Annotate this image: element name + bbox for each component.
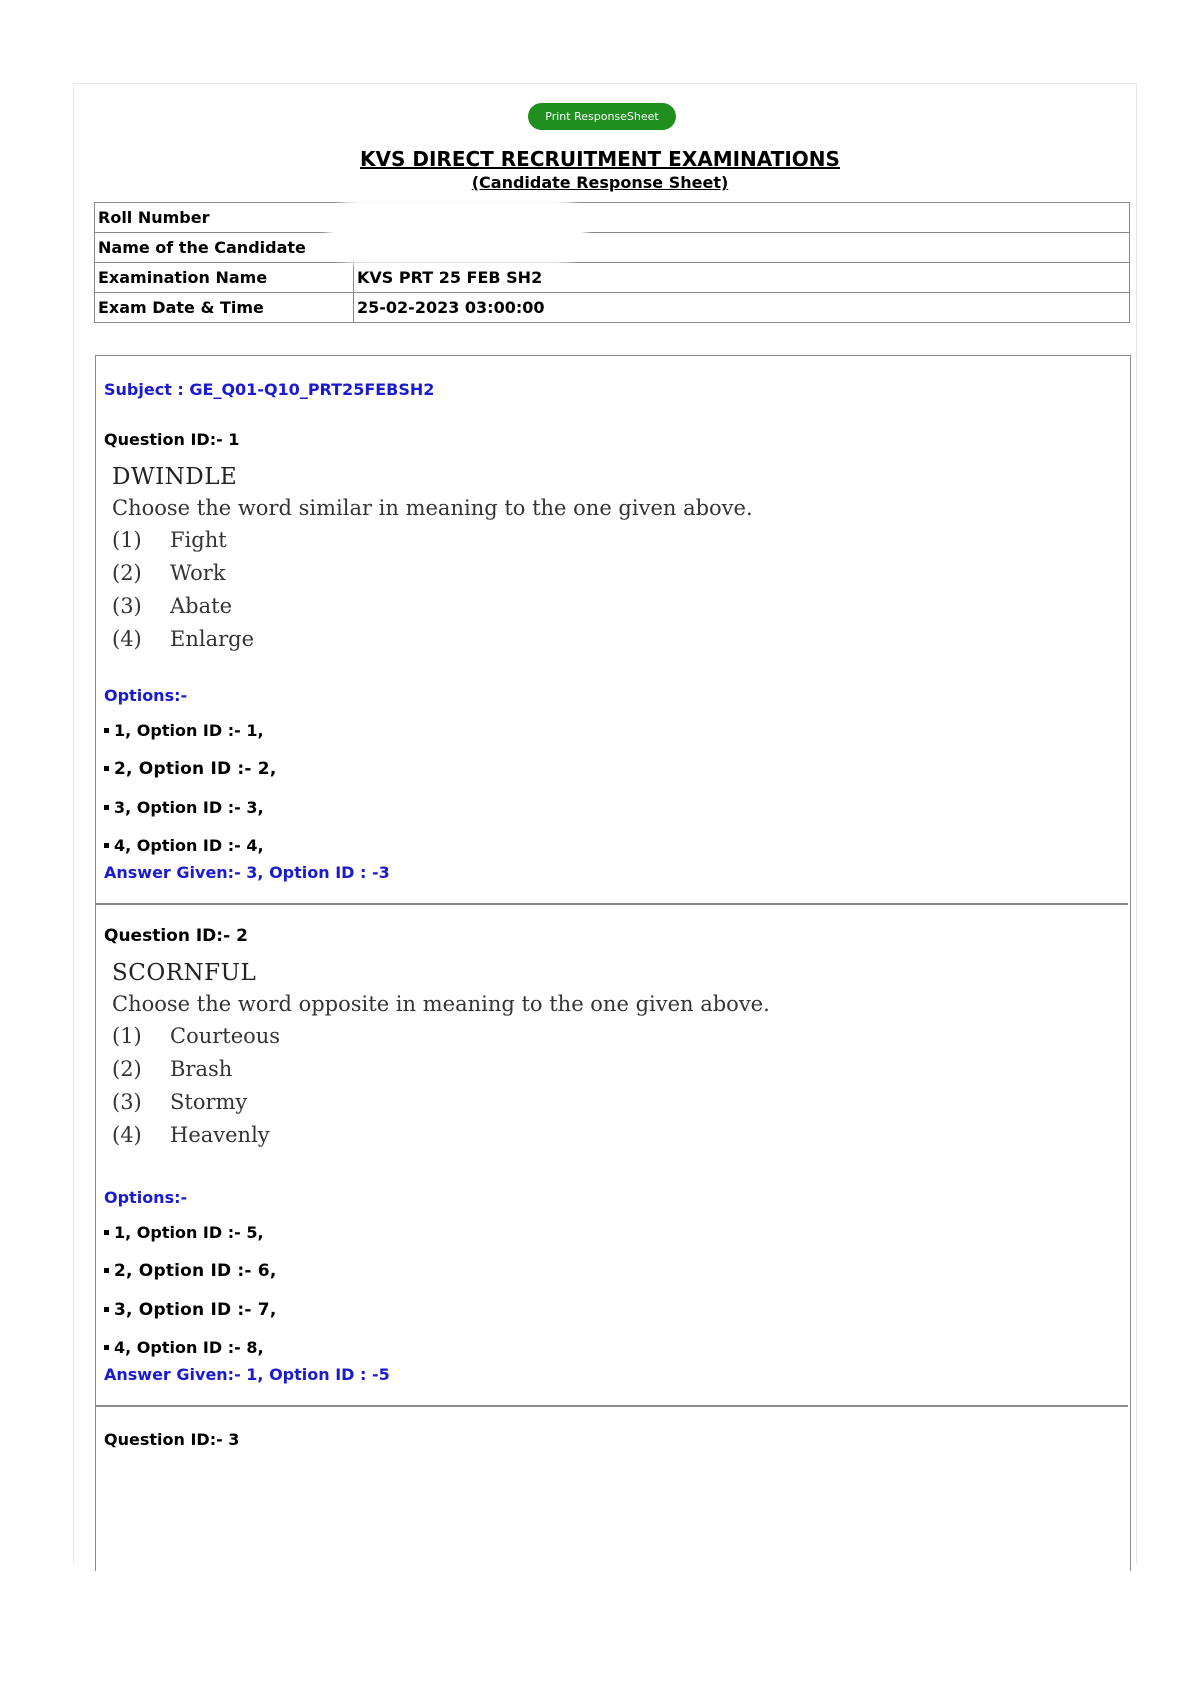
bullet-icon	[104, 1307, 109, 1312]
question-id: Question ID:- 2	[104, 926, 248, 946]
option-text: 1, Option ID :- 1,	[114, 721, 264, 740]
choice-text: Heavenly	[170, 1123, 270, 1147]
options-heading: Options:-	[104, 686, 188, 705]
question-id: Question ID:- 3	[104, 1430, 240, 1449]
choice-number: (4)	[112, 1123, 142, 1147]
choice-text: Brash	[170, 1057, 233, 1081]
table-row	[95, 263, 1130, 293]
choice-item	[112, 1024, 280, 1048]
choice-text: Abate	[170, 594, 232, 618]
option-item	[104, 798, 264, 817]
candidate-name-label: Name of the Candidate	[95, 233, 354, 263]
bullet-icon	[104, 1345, 109, 1350]
subject-heading: Subject : GE_Q01-Q10_PRT25FEBSH2	[104, 380, 435, 399]
bullet-icon	[104, 1268, 109, 1273]
question-id: Question ID:- 1	[104, 430, 240, 449]
choice-number: (3)	[112, 1090, 142, 1114]
answer-given: Answer Given:- 3, Option ID : -3	[104, 863, 390, 882]
option-item	[104, 1261, 277, 1281]
option-item	[104, 721, 264, 740]
question-divider	[96, 903, 1128, 905]
choice-text: Enlarge	[170, 627, 254, 651]
question-word: DWINDLE	[112, 464, 238, 490]
bullet-icon	[104, 766, 109, 771]
table-row	[95, 203, 1130, 233]
choice-number: (4)	[112, 627, 142, 651]
choice-number: (3)	[112, 594, 142, 618]
option-item	[104, 836, 264, 855]
responses-panel	[95, 355, 1131, 1571]
bullet-icon	[104, 1230, 109, 1235]
choice-item	[112, 1090, 247, 1114]
choice-number: (2)	[112, 561, 142, 585]
question-word: SCORNFUL	[112, 960, 257, 986]
options-heading: Options:-	[104, 1188, 188, 1207]
table-row	[95, 293, 1130, 323]
bullet-icon	[104, 843, 109, 848]
question-instruction: Choose the word opposite in meaning to the one given above.	[112, 992, 770, 1016]
page-title: KVS DIRECT RECRUITMENT EXAMINATIONS	[360, 147, 840, 171]
table-row	[95, 233, 1130, 263]
choice-item	[112, 561, 226, 585]
question-instruction: Choose the word similar in meaning to the one given above.	[112, 496, 753, 520]
exam-date-label: Exam Date & Time	[95, 293, 354, 323]
option-text: 3, Option ID :- 3,	[114, 798, 264, 817]
option-text: 2, Option ID :- 6,	[114, 1261, 277, 1281]
choice-text: Fight	[170, 528, 227, 552]
roll-number-label: Roll Number	[95, 203, 354, 233]
choice-text: Stormy	[170, 1090, 248, 1114]
question-divider	[96, 1405, 1128, 1407]
print-response-sheet-button[interactable]: Print ResponseSheet	[528, 103, 676, 130]
choice-item	[112, 1057, 232, 1081]
choice-item	[112, 1123, 270, 1147]
choice-item	[112, 627, 254, 651]
answer-given: Answer Given:- 1, Option ID : -5	[104, 1365, 390, 1384]
option-text: 1, Option ID :- 5,	[114, 1223, 264, 1242]
choice-number: (1)	[112, 528, 142, 552]
choice-item	[112, 594, 232, 618]
option-text: 4, Option ID :- 4,	[114, 836, 264, 855]
option-text: 3, Option ID :- 7,	[114, 1300, 277, 1320]
choice-number: (2)	[112, 1057, 142, 1081]
choice-number: (1)	[112, 1024, 142, 1048]
exam-name-value: KVS PRT 25 FEB SH2	[354, 263, 1130, 293]
bullet-icon	[104, 728, 109, 733]
option-item	[104, 759, 277, 779]
exam-date-value: 25-02-2023 03:00:00	[354, 293, 1130, 323]
choice-text: Work	[170, 561, 226, 585]
redaction-blur	[334, 203, 580, 259]
option-item	[104, 1338, 264, 1357]
candidate-info-table	[94, 202, 1130, 323]
bullet-icon	[104, 805, 109, 810]
option-item	[104, 1223, 264, 1242]
exam-name-label: Examination Name	[95, 263, 354, 293]
choice-text: Courteous	[170, 1024, 281, 1048]
option-text: 2, Option ID :- 2,	[114, 759, 277, 779]
choice-item	[112, 528, 227, 552]
page-subtitle: (Candidate Response Sheet)	[471, 173, 729, 192]
option-text: 4, Option ID :- 8,	[114, 1338, 264, 1357]
option-item	[104, 1300, 277, 1320]
